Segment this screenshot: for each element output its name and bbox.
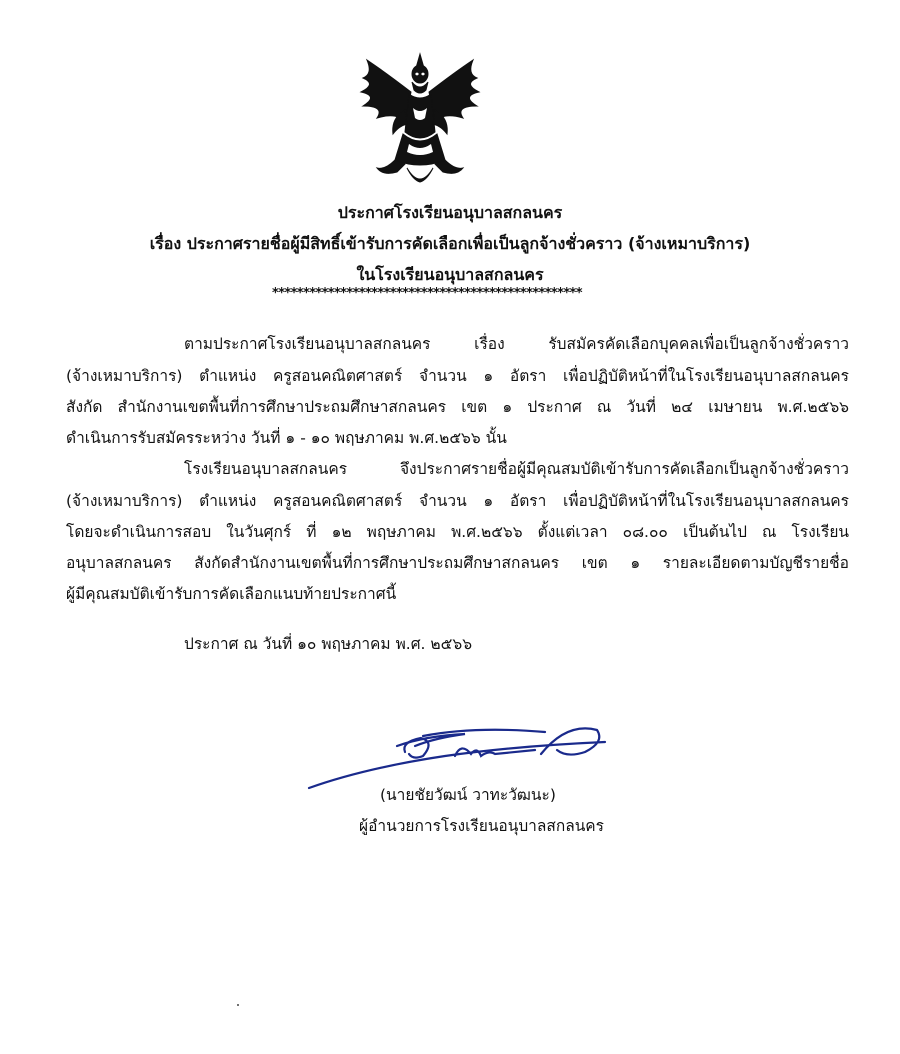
paragraph-1-line-2: (จ้างเหมาบริการ) ตำแหน่ง ครูสอนคณิตศาสตร์ จำนวน ๑ อัตรา เพื่อปฏิบัติหน้าที่ในโรงเรียนอนุบาลสกลนคร [66,367,849,385]
paragraph-2-line-3: โดยจะดำเนินการสอบ ในวันศุกร์ ที่ ๑๒ พฤษภาคม พ.ศ.๒๕๖๖ ตั้งแต่เวลา ๐๘.๐๐ เป็นต้นไป ณ โรงเรียน [66,523,849,541]
paragraph-2-line-2: (จ้างเหมาบริการ) ตำแหน่ง ครูสอนคณิตศาสตร์ จำนวน ๑ อัตรา เพื่อปฏิบัติหน้าที่ในโรงเรียนอนุบาลสกลนคร [66,492,849,510]
speck-mark [237,1004,239,1006]
garuda-emblem-icon [355,52,485,190]
announcement-subject: เรื่อง ประกาศรายชื่อผู้มีสิทธิ์เข้ารับการคัดเลือกเพื่อเป็นลูกจ้างชั่วคราว (จ้างเหมาบริการ) [149,234,751,253]
paragraph-1-line-4: ดำเนินการรับสมัครระหว่าง วันที่ ๑ - ๑๐ พฤษภาคม พ.ศ.๒๕๖๖ นั้น [66,429,507,447]
announce-date: ประกาศ ณ วันที่ ๑๐ พฤษภาคม พ.ศ. ๒๕๖๖ [184,635,473,653]
paragraph-1-line-1: ตามประกาศโรงเรียนอนุบาลสกลนคร เรื่อง รับสมัครคัดเลือกบุคคลเพื่อเป็นลูกจ้างชั่วคราว [184,335,849,353]
signer-name: (นายชัยวัฒน์ วาทะวัฒนะ) [380,786,556,804]
paragraph-2-line-5: ผู้มีคุณสมบัติเข้ารับการคัดเลือกแนบท้ายประกาศนี้ [66,585,397,603]
paragraph-2-line-4: อนุบาลสกลนคร สังกัดสำนักงานเขตพื้นที่การศึกษาประถมศึกษาสกลนคร เขต ๑ รายละเอียดตามบัญชีรายชื่อ [66,554,849,572]
separator-line: ************************************************** [272,286,582,301]
announcement-title: ประกาศโรงเรียนอนุบาลสกลนคร [337,203,563,222]
announcement-location: ในโรงเรียนอนุบาลสกลนคร [356,265,544,284]
paragraph-1-line-3: สังกัด สำนักงานเขตพื้นที่การศึกษาประถมศึกษาสกลนคร เขต ๑ ประกาศ ณ วันที่ ๒๔ เมษายน พ.ศ.๒๕๖๖ [66,398,849,416]
signer-title: ผู้อำนวยการโรงเรียนอนุบาลสกลนคร [359,817,604,835]
paragraph-2-line-1: โรงเรียนอนุบาลสกลนคร จึงประกาศรายชื่อผู้มีคุณสมบัติเข้ารับการคัดเลือกเป็นลูกจ้างชั่วคราว [184,460,849,478]
